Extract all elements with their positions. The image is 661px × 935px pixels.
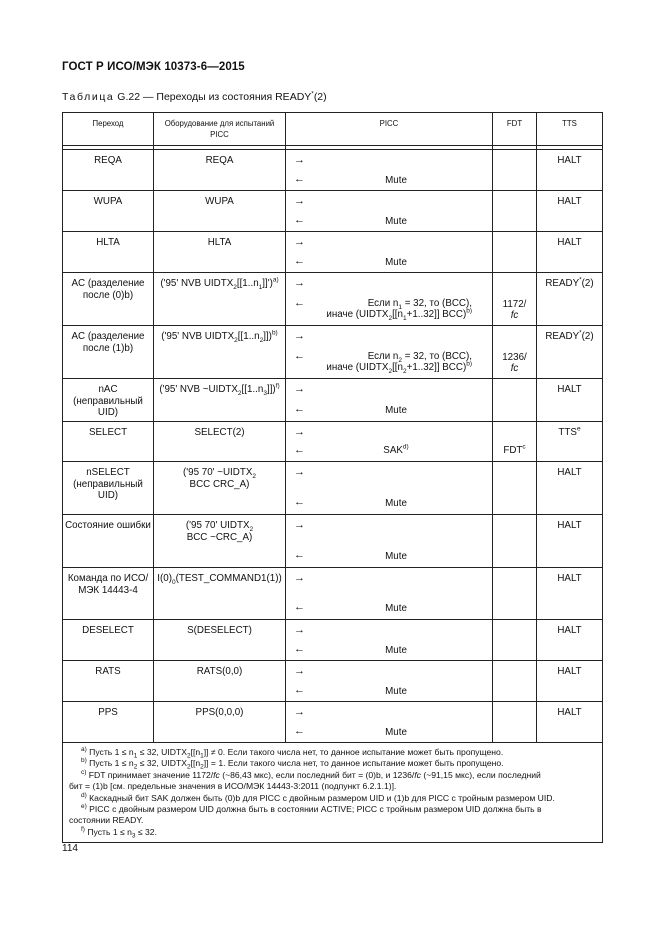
picc-cell — [286, 620, 493, 661]
footnote-d: $^{d)}$ Каскадный бит SAK должен быть (0)b для PICC с двойным размером UID и (1)b для PICC с тройным размером UID. — [81, 791, 555, 803]
equipment-cell: ('95 70' $\sim UIDTX_2$ BCC CRC_A) — [154, 462, 286, 515]
transition-cell: AC (разделение после (0)b) — [63, 273, 154, 326]
send-arrow-icon: → — [294, 426, 305, 438]
fdt-cell — [493, 379, 537, 422]
fdt-value: 1172/ fc — [502, 299, 527, 321]
tts-cell: HALT — [537, 379, 603, 422]
transition-cell: RATS — [63, 661, 154, 702]
table-row — [63, 232, 603, 273]
receive-arrow-icon: ← — [294, 214, 305, 226]
fdt-cell — [493, 150, 537, 191]
footnotes-row — [63, 743, 603, 843]
table-row — [63, 568, 603, 620]
receive-arrow-icon: ← — [294, 549, 305, 561]
picc-response: Если $n_2 = 32$, то (BCC), иначе ($UIDTX_2[[n_2+1..32]]$ BCC)$^{b)}$ — [326, 351, 472, 375]
picc-cell — [286, 515, 493, 568]
send-arrow-icon: → — [294, 572, 305, 584]
transition-cell: AC (разделение после (1)b) — [63, 326, 154, 379]
transitions-table — [62, 112, 603, 843]
table-row — [63, 462, 603, 515]
fdt-cell — [493, 273, 537, 326]
picc-cell — [286, 273, 493, 326]
transition-cell: HLTA — [63, 232, 154, 273]
picc-response: Mute — [385, 175, 407, 186]
caption-sup: * — [311, 90, 314, 98]
transition-cell: PPS — [63, 702, 154, 743]
picc-cell — [286, 422, 493, 462]
table-row — [63, 515, 603, 568]
send-arrow-icon: → — [294, 195, 305, 207]
picc-response: Mute — [385, 551, 407, 562]
receive-arrow-icon: ← — [294, 725, 305, 737]
fdt-cell — [493, 326, 537, 379]
picc-response: Mute — [385, 603, 407, 614]
transition-cell: DESELECT — [63, 620, 154, 661]
fdt-cell — [493, 422, 537, 462]
picc-response: Mute — [385, 498, 407, 509]
footnote-f: $^{f)}$ Пусть $1 \le n_3 \le 32$. — [81, 825, 157, 840]
tts-cell: READY*(2) — [537, 326, 603, 379]
header-tts: TTS — [537, 113, 603, 146]
fdt-cell — [493, 568, 537, 620]
fdt-value: FDT$^c$ — [503, 443, 526, 456]
equipment-cell: ('95' NVB $UIDTX_2[[1..n_1]]')^{a)}$ — [154, 273, 286, 326]
send-arrow-icon: → — [294, 519, 305, 531]
picc-response: Mute — [385, 405, 407, 416]
equipment-cell: $I(0)_0(TEST\_COMMAND1(1))$ — [154, 568, 286, 620]
table-row — [63, 620, 603, 661]
fdt-cell — [493, 515, 537, 568]
equipment-cell: ('95' NVB $UIDTX_2[[1..n_2]])^{b)}$ — [154, 326, 286, 379]
receive-arrow-icon: ← — [294, 255, 305, 267]
footnote-e-cont: состоянии READY. — [69, 815, 144, 826]
table-row — [63, 326, 603, 379]
tts-cell: HALT — [537, 661, 603, 702]
picc-cell — [286, 191, 493, 232]
send-arrow-icon: → — [294, 706, 305, 718]
picc-cell — [286, 379, 493, 422]
send-arrow-icon: → — [294, 383, 305, 395]
tts-cell: HALT — [537, 702, 603, 743]
transition-cell: Состояние ошибки — [63, 515, 154, 568]
picc-response: Mute — [385, 216, 407, 227]
tts-cell: HALT — [537, 620, 603, 661]
equipment-cell: REQA — [154, 150, 286, 191]
picc-response: Mute — [385, 645, 407, 656]
equipment-cell: ('95 70' $UIDTX_2$ BCC ~CRC_A) — [154, 515, 286, 568]
tts-cell: HALT — [537, 568, 603, 620]
document-header: ГОСТ Р ИСО/МЭК 10373-6—2015 — [62, 61, 245, 73]
equipment-cell: RATS(0,0) — [154, 661, 286, 702]
receive-arrow-icon: ← — [294, 643, 305, 655]
receive-arrow-icon: ← — [294, 350, 305, 362]
equipment-cell: S(DESELECT) — [154, 620, 286, 661]
caption-label: Таблица — [62, 91, 115, 103]
tts-cell: HALT — [537, 150, 603, 191]
table-row — [63, 702, 603, 743]
caption-text: — Переходы из состояния READY — [140, 91, 312, 103]
receive-arrow-icon: ← — [294, 601, 305, 613]
fdt-cell — [493, 620, 537, 661]
header-equipment: Оборудование для испытаний PICC — [154, 113, 286, 146]
fdt-value: 1236/ fc — [502, 352, 527, 374]
send-arrow-icon: → — [294, 277, 305, 289]
equipment-cell: ('95' NVB $\sim UIDTX_2[[1..n_3]])^{f)}$ — [154, 379, 286, 422]
fdt-cell — [493, 661, 537, 702]
picc-cell — [286, 150, 493, 191]
receive-arrow-icon: ← — [294, 496, 305, 508]
send-arrow-icon: → — [294, 665, 305, 677]
footnote-c-cont: бит = (1)b [см. предельные значения в ИСО/МЭК 14443-3:2011 (подпункт 6.2.1.1)]. — [69, 781, 397, 792]
tts-cell: HALT — [537, 191, 603, 232]
fdt-cell — [493, 702, 537, 743]
transition-cell: Команда по ИСО/МЭК 14443-4 — [63, 568, 154, 620]
picc-cell — [286, 462, 493, 515]
picc-response: Mute — [385, 727, 407, 738]
transition-cell: nAC (неправильный UID) — [63, 379, 154, 422]
equipment-cell: HLTA — [154, 232, 286, 273]
equipment-cell: WUPA — [154, 191, 286, 232]
transition-cell: SELECT — [63, 422, 154, 462]
send-arrow-icon: → — [294, 236, 305, 248]
fdt-cell — [493, 232, 537, 273]
tts-cell: HALT — [537, 232, 603, 273]
picc-response: Mute — [385, 686, 407, 697]
receive-arrow-icon: ← — [294, 684, 305, 696]
receive-arrow-icon: ← — [294, 444, 305, 456]
transition-cell: WUPA — [63, 191, 154, 232]
picc-cell — [286, 326, 493, 379]
send-arrow-icon: → — [294, 330, 305, 342]
picc-response: SAK$^{d)}$ — [383, 443, 409, 456]
header-fdt: FDT — [493, 113, 537, 146]
footnote-a: $^{a)}$ Пусть $1 \le n_1 \le 32$, $UIDTX_2[[n_1]] \ne 0$. Если такого числа нет, то данное испытание может быть пропущено. — [81, 746, 504, 760]
footnote-b: $^{b)}$ Пусть $1 \le n_2 \le 32$, $UIDTX_2[[n_2]] = 1$. Если такого числа нет, то данное испытание может быть пропущено. — [81, 757, 504, 772]
table-row — [63, 661, 603, 702]
table-header-row — [63, 113, 603, 146]
header-picc: PICC — [286, 113, 493, 146]
tts-cell: TTS$^e$ — [537, 422, 603, 462]
equipment-cell: SELECT(2) — [154, 422, 286, 462]
send-arrow-icon: → — [294, 466, 305, 478]
caption-suffix: (2) — [313, 91, 327, 103]
page-number: 114 — [62, 843, 78, 854]
receive-arrow-icon: ← — [294, 403, 305, 415]
send-arrow-icon: → — [294, 154, 305, 166]
picc-cell — [286, 568, 493, 620]
picc-cell — [286, 661, 493, 702]
table-row — [63, 191, 603, 232]
equipment-cell: PPS(0,0,0) — [154, 702, 286, 743]
footnote-e: $^{e)}$ PICC с двойным размером UID должна быть в состоянии ACTIVE; PICC с тройным размером UID должна быть в — [81, 803, 542, 815]
table-caption — [62, 91, 327, 103]
fdt-cell — [493, 462, 537, 515]
fdt-cell — [493, 191, 537, 232]
caption-number: G.22 — [117, 91, 141, 103]
table-row — [63, 379, 603, 422]
picc-cell — [286, 232, 493, 273]
tts-cell: READY*(2) — [537, 273, 603, 326]
send-arrow-icon: → — [294, 624, 305, 636]
footnote-c: $^{c)}$ FDT принимает значение 1172/fc (~86,43 мкс), если последний бит = (0)b, и 1236/fc (~91,15 мкс), если последний — [81, 768, 541, 780]
receive-arrow-icon: ← — [294, 173, 305, 185]
receive-arrow-icon: ← — [294, 297, 305, 309]
tts-cell: HALT — [537, 515, 603, 568]
picc-response: Если $n_1 = 32$, то (BCC), иначе ($UIDTX_2[[n_1+1..32]]$ BCC)$^{b)}$ — [326, 298, 472, 322]
picc-response: Mute — [385, 257, 407, 268]
table-row — [63, 422, 603, 462]
picc-cell — [286, 702, 493, 743]
transition-cell: REQA — [63, 150, 154, 191]
transition-cell: nSELECT (неправильный UID) — [63, 462, 154, 515]
tts-cell: HALT — [537, 462, 603, 515]
table-row — [63, 273, 603, 326]
footnotes — [63, 743, 603, 843]
header-transition: Переход — [63, 113, 154, 146]
table-row — [63, 150, 603, 191]
